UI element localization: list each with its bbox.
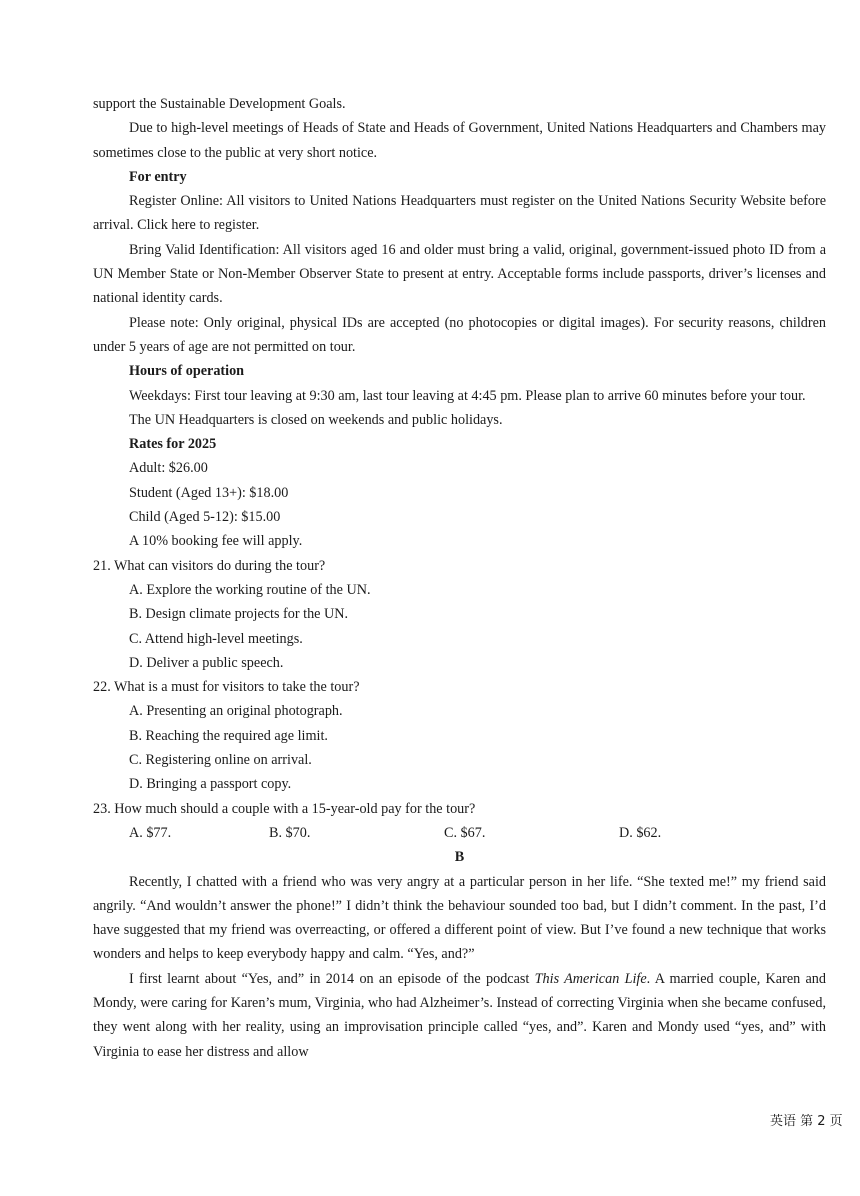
option-21d: D. Deliver a public speech. bbox=[129, 654, 284, 671]
options-23-row bbox=[93, 821, 826, 845]
register-paragraph: Register Online: All visitors to United Nations Headquarters must register on the United Nations Security Website before arrival. Click here to register. bbox=[93, 193, 826, 234]
closure-paragraph: Due to high-level meetings of Heads of State and Heads of Government, United Nations Headquarters and Chambers may sometimes close to the public at very short notice. bbox=[93, 120, 826, 161]
rate-item: A 10% booking fee will apply. bbox=[129, 533, 303, 550]
closed-paragraph: The UN Headquarters is closed on weekends and public holidays. bbox=[129, 411, 503, 428]
option-22d: D. Bringing a passport copy. bbox=[129, 776, 292, 793]
option-23b: B. $70. bbox=[269, 824, 311, 841]
section-b-heading: B bbox=[454, 849, 465, 866]
passage-b-text: . A married couple, Karen and Mondy, were caring for Karen’s mum, Virginia, who had Alzheimer’s. Instead of correcting Virginia when she became confused, they went along with her reality, using an improvisation principle called “yes, and”. Karen and Mondy used “yes, and” with Virginia to ease her distress and allow bbox=[93, 970, 826, 1060]
identification-paragraph: Bring Valid Identification: All visitors aged 16 and older must bring a valid, original, government-issued photo ID from a UN Member State or Non-Member Observer State to present at entry. Acceptable forms include passports, driver’s licenses and national identity cards. bbox=[93, 241, 826, 307]
weekdays-paragraph: Weekdays: First tour leaving at 9:30 am, last tour leaving at 4:45 pm. Please plan to arrive 60 minutes before your tour. bbox=[129, 387, 806, 404]
question-22: 22. What is a must for visitors to take the tour? bbox=[93, 679, 360, 696]
rate-item: Adult: $26.00 bbox=[129, 460, 208, 477]
option-21c: C. Attend high-level meetings. bbox=[129, 630, 303, 647]
option-21b: B. Design climate projects for the UN. bbox=[129, 606, 349, 623]
note-paragraph: Please note: Only original, physical IDs are accepted (no photocopies or digital images). For security reasons, children under 5 years of age are not permitted on tour. bbox=[93, 314, 826, 355]
option-21a: A. Explore the working routine of the UN. bbox=[129, 581, 371, 598]
option-22c: C. Registering online on arrival. bbox=[129, 752, 312, 769]
passage-b-text: I first learnt about “Yes, and” in 2014 on an episode of the podcast bbox=[129, 970, 535, 987]
intro-line: support the Sustainable Development Goals. bbox=[93, 96, 346, 112]
passage-b-paragraph-1: Recently, I chatted with a friend who was very angry at a particular person in her life. “She texted me!” my friend said angrily. “And wouldn’t answer the phone!” I didn’t think the behaviour sounded too bad, but I didn’t comment. In the past, I’d have suggested that my friend was overreacting, or offered a different point of view. But I’ve found a new technique that works wonders and helps to keep everybody happy and calm. “Yes, and?” bbox=[93, 873, 826, 963]
option-23a: A. $77. bbox=[129, 824, 172, 841]
question-23: 23. How much should a couple with a 15-year-old pay for the tour? bbox=[93, 800, 476, 817]
hours-heading: Hours of operation bbox=[129, 363, 245, 380]
podcast-title: This American Life bbox=[534, 970, 647, 987]
page-footer: 英语 第 2 页 bbox=[770, 1114, 843, 1129]
option-22b: B. Reaching the required age limit. bbox=[129, 727, 328, 744]
passage-b-paragraph-2 bbox=[93, 967, 826, 1064]
option-22a: A. Presenting an original photograph. bbox=[129, 703, 343, 720]
entry-heading: For entry bbox=[129, 168, 187, 185]
rates-heading: Rates for 2025 bbox=[129, 436, 217, 453]
option-23d: D. $62. bbox=[619, 824, 662, 841]
rate-item: Child (Aged 5-12): $15.00 bbox=[129, 509, 281, 526]
question-21: 21. What can visitors do during the tour? bbox=[93, 557, 326, 574]
rate-item: Student (Aged 13+): $18.00 bbox=[129, 484, 289, 501]
document-page bbox=[93, 92, 826, 1064]
option-23c: C. $67. bbox=[444, 824, 486, 841]
